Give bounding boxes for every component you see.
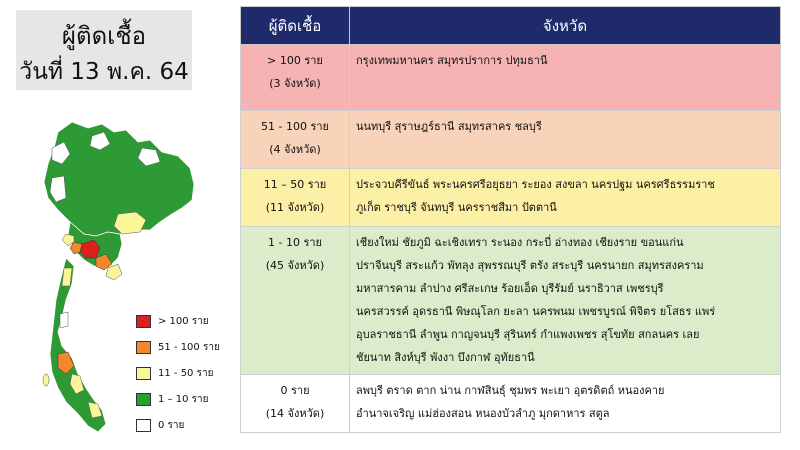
province-list-line: ภูเก็ต ราชบุรี จันทบุรี นครราชสีมา ปัตตานี [356, 201, 557, 214]
table-header-row [241, 7, 781, 45]
title-label: ผู้ติดเชื้อ [61, 22, 147, 50]
provinces-cell [350, 375, 781, 433]
province-list-line: นนทบุรี สุราษฎร์ธานี สมุทรสาคร ชลบุรี [356, 120, 542, 133]
province-list-line: ชัยนาท สิงห์บุรี พังงา บึงกาฬ อุทัยธานี [356, 351, 535, 364]
cases-range: > 100 ราย [267, 54, 323, 67]
province-count: (4 จังหวัด) [269, 143, 321, 156]
provinces-cell [350, 227, 781, 375]
legend-label: 11 - 50 ราย [158, 368, 214, 379]
table-row [241, 111, 781, 169]
province-list-line: มหาสารคาม ลำปาง ศรีสะเกษ ร้อยเอ็ด บุรีรัมย์ นราธิวาส เพชรบุรี [356, 282, 664, 295]
cases-range-cell [241, 111, 350, 169]
province-count: (11 จังหวัด) [265, 201, 325, 214]
legend-swatch-orange [136, 341, 151, 354]
table-row [241, 375, 781, 433]
province-count: (45 จังหวัด) [265, 259, 325, 272]
cases-range: 51 - 100 ราย [261, 120, 329, 133]
cases-range: 11 – 50 ราย [263, 178, 327, 191]
table-row [241, 45, 781, 111]
legend-swatch-yellow [136, 367, 151, 380]
header-provinces: จังหวัด [350, 7, 781, 45]
province-list-line: ประจวบคีรีขันธ์ พระนครศรีอยุธยา ระยอง สงขลา นครปฐม นครศรีธรรมราช [356, 178, 715, 191]
legend-label: 1 – 10 ราย [158, 394, 209, 405]
legend-label: > 100 ราย [158, 316, 209, 327]
province-list-line: ลพบุรี ตราด ตาก น่าน กาฬสินธุ์ ชุมพร พะเยา อุตรดิตถ์ หนองคาย [356, 384, 665, 397]
cases-range-cell [241, 45, 350, 111]
provinces-cell [350, 111, 781, 169]
legend-swatch-green [136, 393, 151, 406]
provinces-cell [350, 169, 781, 227]
table-row [241, 169, 781, 227]
province-list-line: อำนาจเจริญ แม่ฮ่องสอน หนองบัวลำภู มุกดาหาร สตูล [356, 407, 610, 420]
date-label: วันที่ 13 พ.ค. 64 [19, 59, 189, 85]
map-region-south-yellow-1 [62, 268, 72, 286]
province-list-line: อุบลราชธานี ลำพูน กาญจนบุรี สุรินทร์ กำแพงเพชร สุโขทัย สกลนคร เลย [356, 328, 700, 341]
province-count: (3 จังหวัด) [269, 77, 321, 90]
cases-range: 1 - 10 ราย [268, 236, 322, 249]
province-list-line: ปราจีนบุรี สระแก้ว พัทลุง สุพรรณบุรี ตรัง สระบุรี นครนายก สมุทรสงคราม [356, 259, 704, 272]
cases-table [240, 6, 781, 433]
legend-label: 51 - 100 ราย [158, 342, 220, 353]
provinces-cell [350, 45, 781, 111]
table-row [241, 227, 781, 375]
map-region-south-white [60, 312, 68, 328]
cases-range: 0 ราย [280, 384, 310, 397]
province-list-line: กรุงเทพมหานคร สมุทรปราการ ปทุมธานี [356, 54, 548, 67]
province-list-line: เชียงใหม่ ชัยภูมิ ฉะเชิงเทรา ระนอง กระบี่ อ่างทอง เชียงราย ขอนแก่น [356, 236, 684, 249]
legend-swatch-white [136, 419, 151, 432]
cases-range-cell [241, 227, 350, 375]
map-region-phuket [43, 374, 49, 386]
cases-range-cell [241, 169, 350, 227]
cases-range-cell [241, 375, 350, 433]
province-count: (14 จังหวัด) [265, 407, 325, 420]
title-box [16, 10, 192, 90]
header-cases: ผู้ติดเชื้อ [241, 7, 350, 45]
legend-label: 0 ราย [158, 420, 185, 431]
legend-swatch-red [136, 315, 151, 328]
province-list-line: นครสวรรค์ อุดรธานี พิษณุโลก ยะลา นครพนม เพชรบูรณ์ พิจิตร ยโสธร แพร่ [356, 305, 716, 318]
